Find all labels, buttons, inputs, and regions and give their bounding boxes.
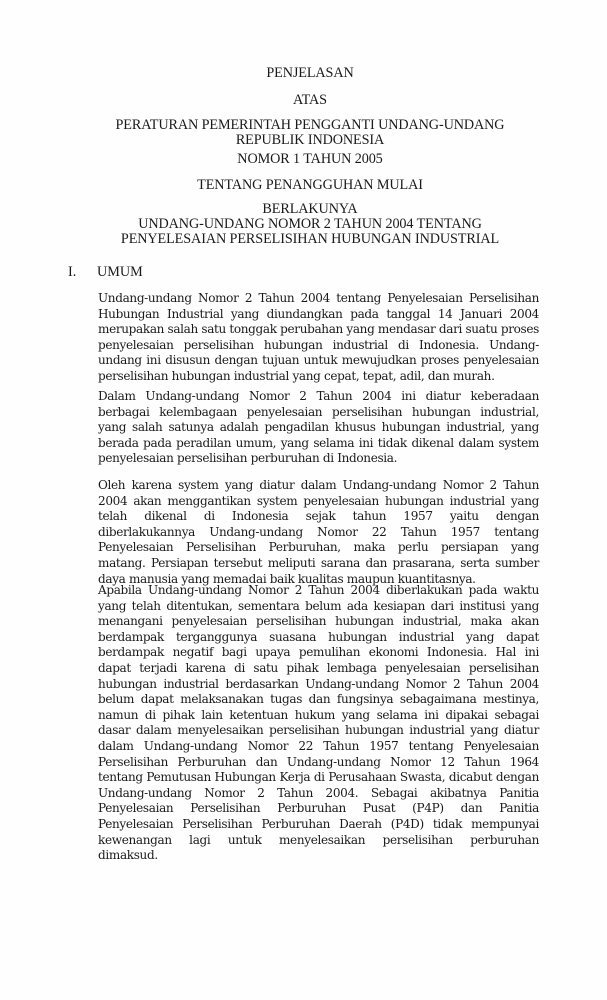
paragraph-line: penyelesaian perselisihan perburuhan di Indonesia.: [98, 451, 398, 466]
paragraph-line: hubungan industrial berdasarkan Undang-undang Nomor 2 Tahun 2004: [98, 676, 539, 691]
paragraph-line: Undang-undang Nomor 2 Tahun 2004 tentang Penyelesaian Perselisihan: [98, 291, 539, 305]
paragraph-line: dapat terjadi karena di satu pihak lembaga penyelesaian perselisihan: [98, 660, 539, 675]
heading-penjelasan: [100, 66, 520, 81]
paragraph-line: Perselisihan Perburuhan dan Undang-undang Nomor 12 Tahun 1964: [98, 754, 539, 769]
paragraph-line: matang. Persiapan tersebut meliputi sarana dan prasarana, serta sumber: [98, 555, 539, 570]
paragraph-line: berada pada peradilan umum, yang selama ini tidak dikenal dalam system: [98, 435, 539, 450]
paragraph-line: yang salah satunya adalah pengadilan khusus hubungan industrial, yang: [98, 420, 539, 435]
paragraph-line: berdampak terganggunya suasana hubungan industrial yang dapat: [98, 629, 539, 644]
heading-number: [100, 152, 520, 167]
paragraph-line: Dalam Undang-undang Nomor 2 Tahun 2004 ini diatur keberadaan: [98, 389, 539, 403]
heading-line: REPUBLIK INDONESIA: [235, 132, 385, 148]
heading-regulation-type: [100, 118, 520, 148]
heading-subject: [100, 178, 520, 193]
heading-line: NOMOR 1 TAHUN 2005: [237, 151, 383, 167]
paragraph-line: daya manusia yang memadai baik kualitas maupun kuantitasnya.: [98, 571, 476, 586]
heading-line: UNDANG-UNDANG NOMOR 2 TAHUN 2004 TENTANG: [138, 216, 482, 232]
heading-line: PENJELASAN: [266, 65, 354, 81]
paragraph-line: yang telah ditentukan, sementara belum ada kesiapan dari institusi yang: [98, 598, 539, 613]
paragraph-line: menangani penyelesaian perselisihan hubungan industrial, maka akan: [98, 614, 539, 629]
heading-subject-continued: [100, 202, 520, 247]
paragraph-line: dimaksud.: [98, 848, 158, 863]
paragraph-line: tentang Pemutusan Hubungan Kerja di Perusahaan Swasta, dicabut dengan: [98, 770, 539, 785]
paragraph: [98, 389, 539, 467]
paragraph-line: Oleh karena system yang diatur dalam Undang-undang Nomor 2 Tahun: [98, 478, 539, 492]
paragraph-line: belum dapat melaksanakan tugas dan fungsinya sebagaimana mestinya,: [98, 692, 539, 707]
paragraph-line: berdampak negatif bagi upaya pemulihan ekonomi Indonesia. Hal ini: [98, 645, 539, 660]
paragraph-line: penyelesaian perselisihan hubungan industrial di Indonesia. Undang-: [98, 337, 539, 352]
paragraph-line: kewenangan lagi untuk menyelesaikan perselisihan perburuhan: [98, 832, 539, 847]
paragraph-line: merupakan salah satu tonggak perubahan yang mendasar dari suatu proses: [98, 322, 539, 337]
paragraph-line: Undang-undang Nomor 2 Tahun 2004. Sebagai akibatnya Panitia: [98, 785, 539, 800]
paragraph-line: undang ini disusun dengan tujuan untuk mewujudkan proses penyelesaian: [98, 353, 539, 368]
paragraph-line: Apabila Undang-undang Nomor 2 Tahun 2004 diberlakukan pada waktu: [98, 583, 539, 597]
paragraph-line: Hubungan Industrial yang diundangkan pada tanggal 14 Januari 2004: [98, 306, 539, 321]
paragraph-line: Penyelesaian Perselisihan Perburuhan, maka perlu persiapan yang: [98, 540, 539, 555]
paragraph: [98, 291, 539, 385]
heading-line: PERATURAN PEMERINTAH PENGGANTI UNDANG-UNDANG: [115, 117, 505, 133]
paragraph-line: namun di pihak lain ketentuan hukum yang selama ini dipakai sebagai: [98, 707, 539, 722]
heading-line: PENYELESAIAN PERSELISIHAN HUBUNGAN INDUSTRIAL: [120, 231, 500, 247]
paragraph-line: Penyelesaian Perselisihan Perburuhan Daerah (P4D) tidak mempunyai: [98, 816, 539, 831]
paragraph: [98, 583, 539, 864]
heading-line: ATAS: [293, 92, 327, 108]
paragraph-line: Penyelesaian Perselisihan Perburuhan Pusat (P4P) dan Panitia: [98, 801, 539, 816]
section-title: UMUM: [97, 264, 143, 280]
paragraph-line: dasar dalam menyelesaikan perselisihan hubungan industrial yang diatur: [98, 723, 539, 738]
paragraph: [98, 478, 539, 587]
heading-atas: [100, 93, 520, 108]
paragraph-line: dalam Undang-undang Nomor 22 Tahun 1957 tentang Penyelesaian: [98, 738, 539, 753]
heading-line: TENTANG PENANGGUHAN MULAI: [197, 177, 423, 193]
paragraph-line: diberlakukannya Undang-undang Nomor 22 Tahun 1957 tentang: [98, 524, 539, 539]
heading-line: BERLAKUNYA: [262, 201, 358, 217]
paragraph-line: 2004 akan menggantikan system penyelesaian hubungan industrial yang: [98, 493, 539, 508]
paragraph-line: telah dikenal di Indonesia sejak tahun 1957 yaitu dengan: [98, 509, 539, 524]
paragraph-line: berbagai kelembagaan penyelesaian perselisihan hubungan industrial,: [98, 404, 539, 419]
paragraph-line: perselisihan hubungan industrial yang cepat, tepat, adil, dan murah.: [98, 368, 495, 383]
section-number: I.: [68, 264, 77, 280]
